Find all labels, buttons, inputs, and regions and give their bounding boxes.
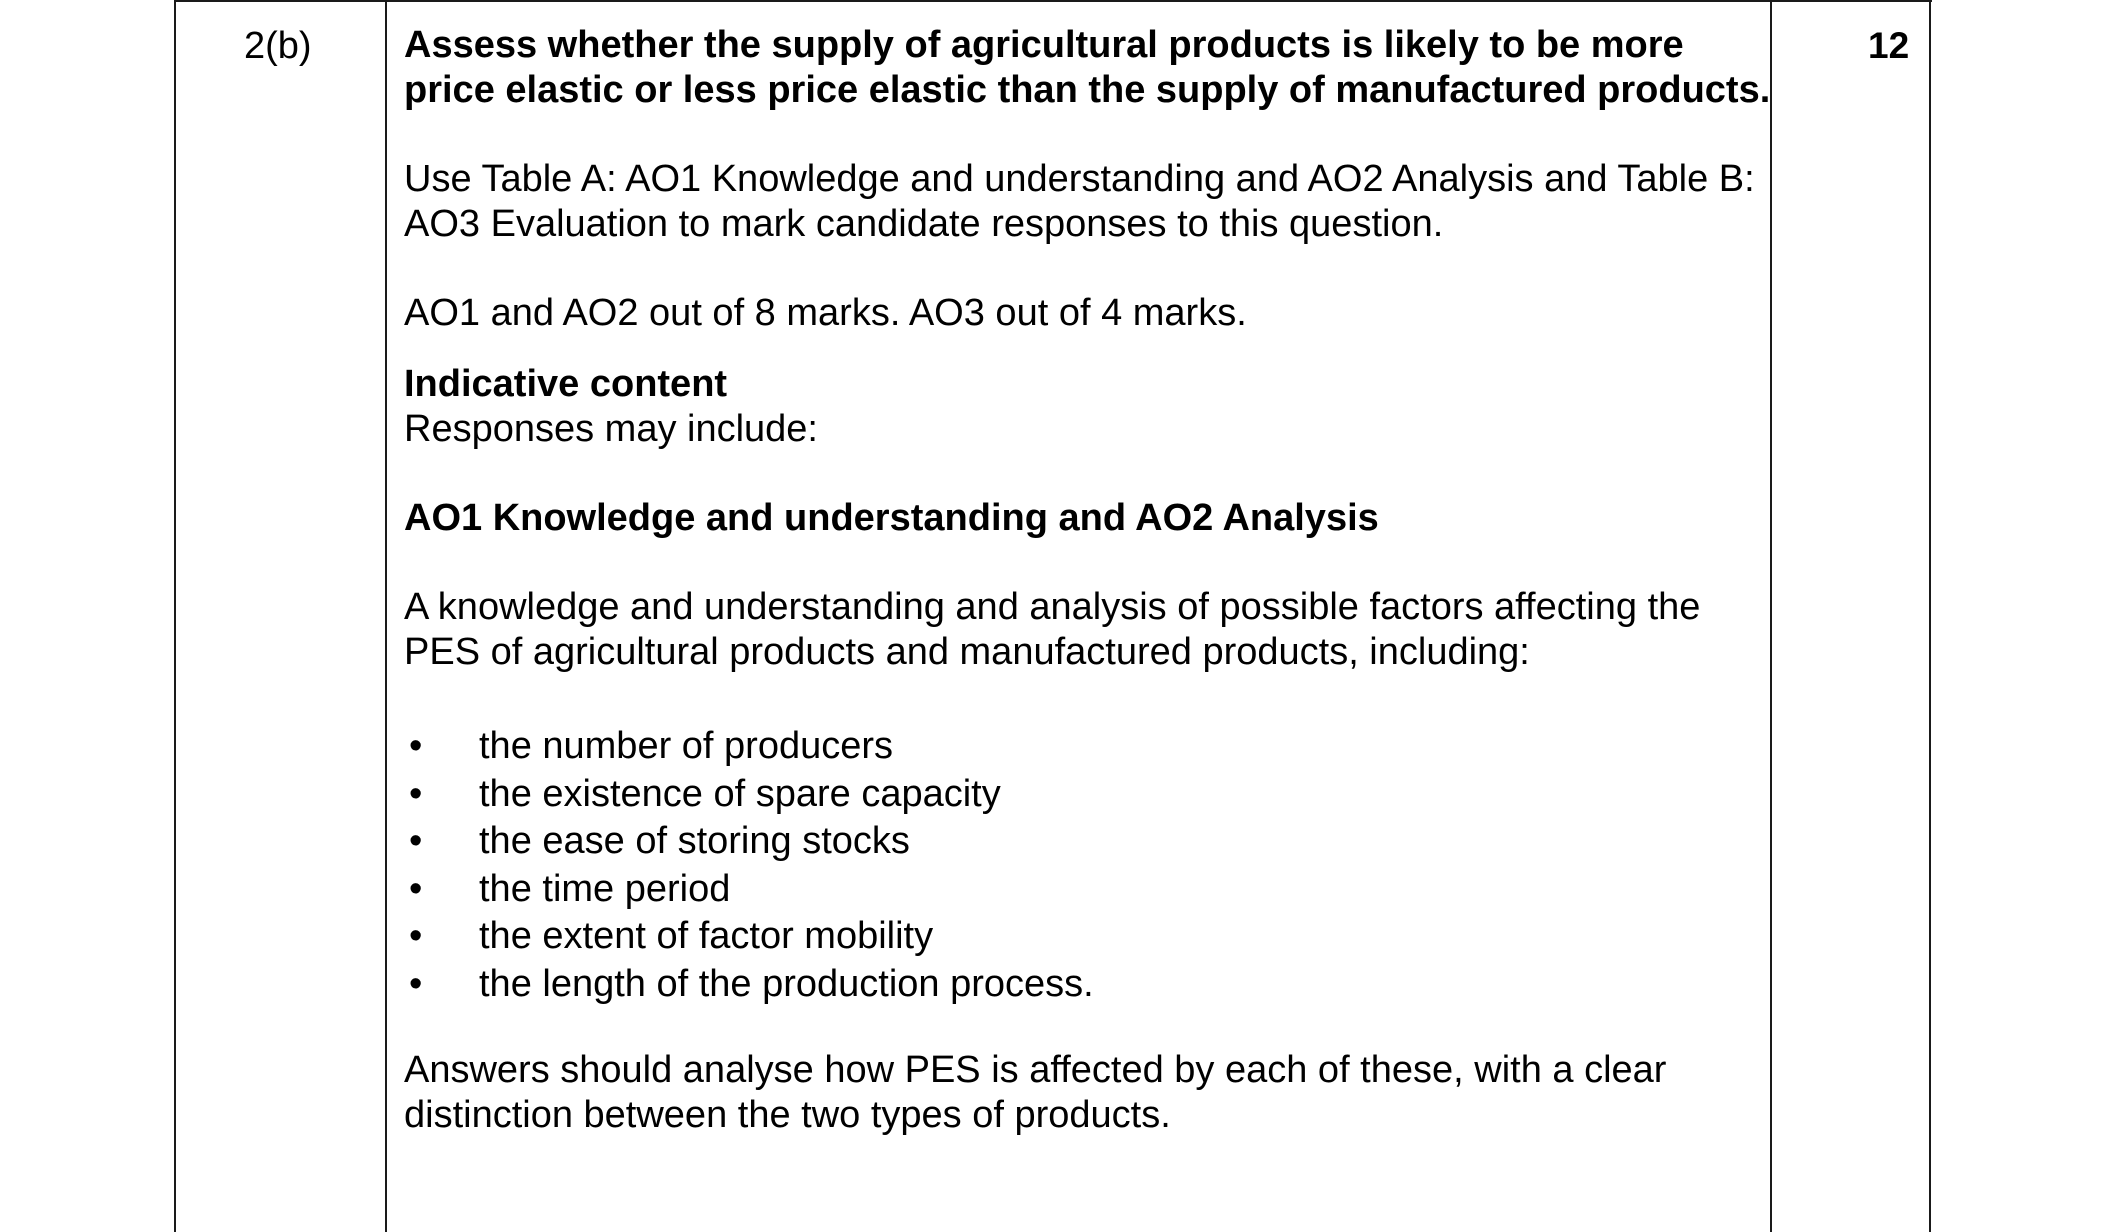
bullet-icon: • (409, 867, 423, 910)
marking-instructions: Use Table A: AO1 Knowledge and understanding and AO2 Analysis and Table B: AO3 Evaluation to mark candidate responses to this question. (404, 158, 1755, 245)
list-item (404, 771, 1774, 819)
bullet-icon: • (409, 915, 423, 957)
list-item (404, 818, 1774, 866)
list-item (404, 866, 1774, 914)
list-item (404, 723, 1774, 771)
bullet-icon: • (409, 725, 423, 767)
indicative-content-heading: Indicative content (404, 363, 728, 405)
bullet-icon: • (409, 772, 423, 815)
question-marks: 12 (1868, 25, 1910, 66)
analysis-conclusion: Answers should analyse how PES is affected by each of these, with a clear distinction between the two types of products. (404, 1049, 1667, 1136)
question-number: 2(b) (244, 25, 312, 67)
answer-guidance-cell (404, 23, 1774, 1138)
factor-text: the number of producers (479, 725, 894, 767)
factors-description: A knowledge and understanding and analysis of possible factors affecting the PES of agricultural products and manufactured products, including: (404, 586, 1701, 673)
table-top-border (174, 0, 1932, 2)
factor-text: the length of the production process. (479, 962, 1094, 1005)
question-prompt: Assess whether the supply of agricultural products is likely to be more price elastic or less price elastic than the supply of manufactured products. (404, 24, 1771, 111)
indicative-intro: Responses may include: (404, 408, 818, 450)
column-divider-question (385, 0, 387, 1232)
table-right-border (1929, 0, 1931, 1232)
list-item (404, 913, 1774, 961)
factor-text: the existence of spare capacity (479, 772, 1001, 815)
mark-split: AO1 and AO2 out of 8 marks. AO3 out of 4 marks. (404, 292, 1247, 334)
factor-text: the time period (479, 867, 731, 910)
table-left-border (174, 0, 176, 1232)
factor-text: the ease of storing stocks (479, 820, 910, 862)
factor-text: the extent of factor mobility (479, 915, 934, 957)
factors-list (404, 723, 1774, 1008)
list-item (404, 961, 1774, 1009)
ao-heading: AO1 Knowledge and understanding and AO2 Analysis (404, 497, 1379, 539)
bullet-icon: • (409, 820, 423, 862)
bullet-icon: • (409, 962, 423, 1005)
